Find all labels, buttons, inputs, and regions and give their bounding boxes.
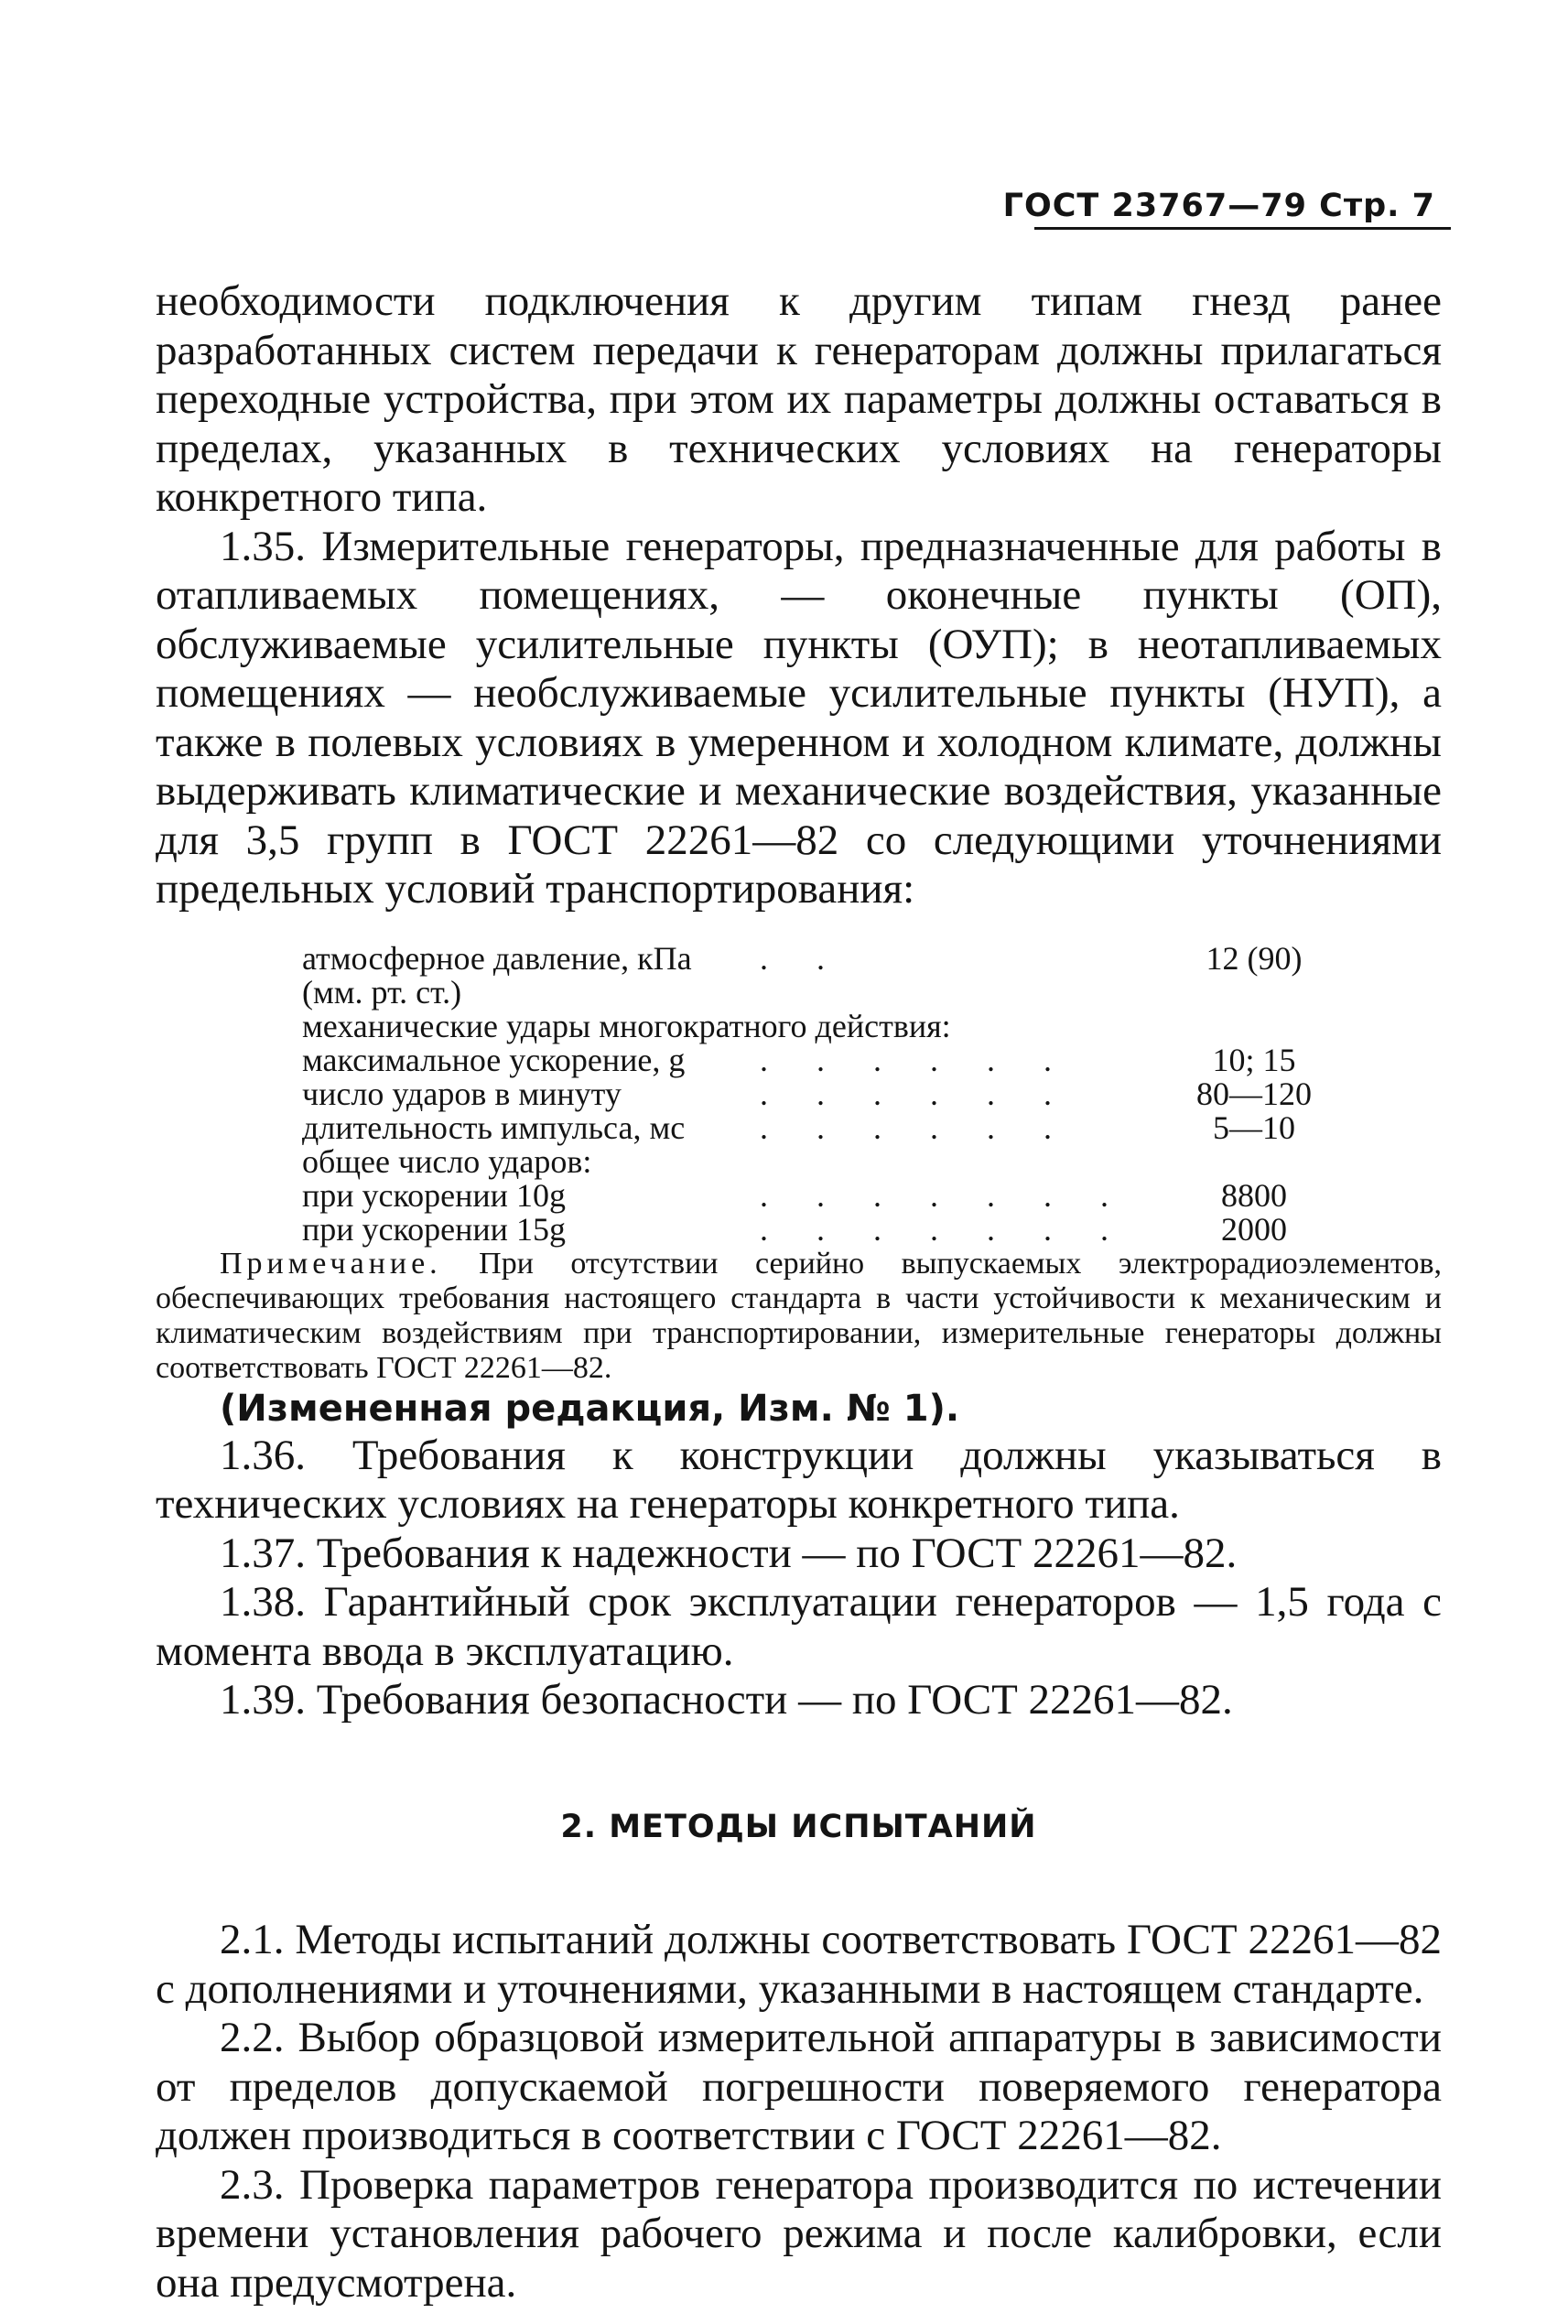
condition-dots: . . . . . . [760,1043,1072,1077]
condition-value: 10; 15 [1212,1041,1296,1078]
clause-1-37: 1.37. Требования к надежности — по ГОСТ 22261—82. [220,1529,1238,1577]
clause-1-35: 1.35. Измерительные генераторы, предназначенные для работы в отапливаемых помещениях, — оконечные пункты (ОП), обслуживаемые усилительные пункты (ОУП); в неотапливаемых помещениях — необслуживаемые усилительные пункты (НУП), а также в полевых условиях в умеренном и холодном климате, должны выдерживать климатические и механические воздействия, указанные для 3,5 групп в ГОСТ 22261—82 со следующими уточнениями предельных условий транспортирования: [156,522,1442,913]
condition-dots: . . [760,941,845,976]
condition-label: число ударов в минуту [302,1075,622,1112]
condition-dots: . . . . . . . [760,1178,1129,1213]
condition-value: 8800 [1221,1176,1287,1214]
condition-row [302,1077,1428,1111]
note [156,1247,1442,1386]
clause-2-2: 2.2. Выбор образцовой измерительной аппаратуры в зависимости от пределов допускаемой погрешности поверяемого генератора должен производиться в соответствии с ГОСТ 22261—82. [156,2014,1442,2159]
section-title: 2. МЕТОДЫ ИСПЫТАНИЙ [560,1808,1037,1845]
condition-row [302,1142,1428,1180]
note-label: Примечание. [220,1246,442,1281]
condition-label: при ускорении 15g [302,1210,566,1248]
clause-1-39: 1.39. Требования безопасности — по ГОСТ 22261—82. [220,1676,1233,1724]
condition-label: максимальное ускорение, g [302,1041,686,1078]
clause-2-3: 2.3. Проверка параметров генератора производится по истечении времени установления рабочего режима и после калибровки, если она предусмотрена. [156,2160,1442,2307]
condition-value: 12 (90) [1206,939,1303,977]
note-text: При отсутствии серийно выпускаемых электрорадиоэлементов, обеспечивающих требования настоящего стандарта в части устойчивости к механическим и климатическим воздействиям при транспортировании, измерительные генераторы должны соответствовать ГОСТ 22261—82. [156,1246,1442,1385]
condition-dots: . . . . . . [760,1076,1072,1111]
condition-label: длительность импульса, мс [302,1108,686,1146]
amendment-note: (Измененная редакция, Изм. № 1). [220,1387,960,1430]
condition-label: атмосферное давление, кПа (мм. рт. ст.) [302,939,692,1011]
condition-label: общее число ударов: [302,1142,592,1180]
condition-value: 80—120 [1196,1075,1312,1112]
clause-1-38: 1.38. Гарантийный срок эксплуатации генераторов — 1,5 года с момента ввода в эксплуатацию. [156,1578,1442,1675]
condition-dots: . . . . . . [760,1110,1072,1145]
clause-1-36: 1.36. Требования к конструкции должны указываться в технических условиях на генераторы конкретного типа. [156,1431,1442,1528]
document-body [156,277,1442,2308]
condition-label: при ускорении 10g [302,1176,566,1214]
conditions-list [302,939,1428,1248]
header-rule [1034,227,1451,230]
condition-row [302,1176,1428,1214]
condition-row [302,1210,1428,1248]
condition-value: 5—10 [1213,1108,1295,1146]
condition-label: механические удары многократного действия: [302,1007,951,1044]
condition-row [302,1007,1428,1044]
intro-paragraph: необходимости подключения к другим типам гнезд ранее разработанных систем передачи к генераторам должны прилагаться переходные устройства, при этом их параметры должны оставаться в пределах, указанных в технических условиях на генераторы конкретного типа. [156,277,1442,521]
condition-row [302,1043,1428,1077]
clause-2-1: 2.1. Методы испытаний должны соответствовать ГОСТ 22261—82 с дополнениями и уточнениями, указанными в настоящем стандарте. [156,1916,1442,2013]
condition-row [302,939,1428,1011]
condition-value: 2000 [1221,1210,1287,1248]
condition-row [302,1108,1428,1146]
condition-dots: . . . . . . . [760,1212,1129,1247]
page-header: ГОСТ 23767—79 Стр. 7 [1002,188,1435,224]
